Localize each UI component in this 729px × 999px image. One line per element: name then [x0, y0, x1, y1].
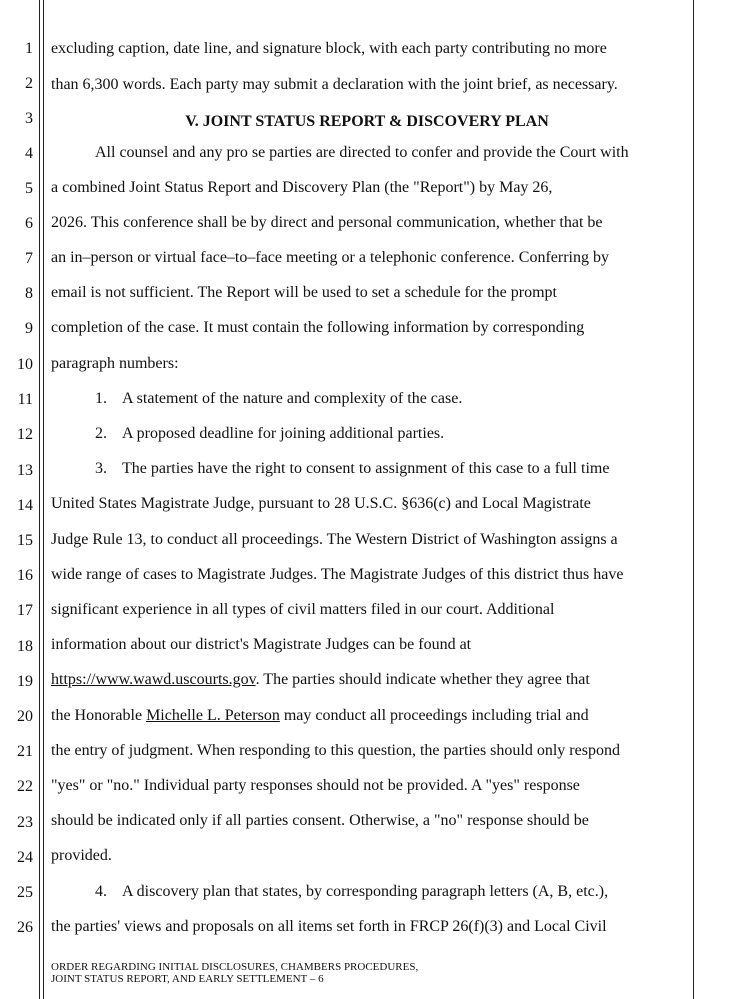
body-line: 2026. This conference shall be by direct and personal communication, whether that be [51, 214, 603, 231]
page-footer [51, 961, 418, 985]
list-item-number: 2. [95, 425, 107, 442]
list-item [95, 389, 729, 409]
list-item-number: 3. [95, 460, 107, 477]
list-item-number: 4. [95, 883, 107, 900]
line-number: 24 [17, 849, 33, 866]
body-line: Judge Rule 13, to conduct all proceedings. The Western District of Washington assigns a [51, 531, 618, 548]
list-item-number: 1. [95, 390, 107, 407]
body-line [51, 706, 691, 726]
body-line: All counsel and any pro se parties are directed to confer and provide the Court with [95, 144, 629, 161]
body-line: information about our district's Magistrate Judges can be found at [51, 636, 472, 653]
line-number: 3 [25, 110, 33, 127]
body-line: email is not sufficient. The Report will be used to set a schedule for the prompt [51, 284, 557, 301]
body-line: United States Magistrate Judge, pursuant to 28 U.S.C. §636(c) and Local Magistrate [51, 495, 591, 512]
body-text: may conduct all proceedings including trial and [279, 707, 589, 724]
body-line: "yes" or "no." Individual party responses should not be provided. A "yes" response [51, 777, 580, 794]
court-website-link[interactable]: https://www.wawd.uscourts.gov [51, 671, 256, 688]
body-line: wide range of cases to Magistrate Judges. The Magistrate Judges of this district thus have [51, 566, 624, 583]
list-item [95, 424, 729, 444]
line-number: 14 [17, 497, 33, 514]
body-line: provided. [51, 847, 112, 864]
list-item [95, 882, 729, 902]
list-item [95, 459, 729, 479]
list-item-text: A proposed deadline for joining additional parties. [122, 425, 445, 442]
line-number: 22 [17, 778, 33, 795]
line-number: 10 [17, 356, 33, 373]
body-line: than 6,300 words. Each party may submit a declaration with the joint brief, as necessary. [51, 76, 618, 93]
body-line: excluding caption, date line, and signature block, with each party contributing no more [51, 40, 607, 57]
line-number: 9 [25, 320, 33, 337]
line-number: 20 [17, 708, 33, 725]
body-line [51, 670, 691, 690]
body-line: significant experience in all types of civil matters filed in our court. Additional [51, 601, 555, 618]
line-number: 5 [25, 180, 33, 197]
line-number: 26 [17, 919, 33, 936]
body-line: completion of the case. It must contain the following information by corresponding [51, 319, 585, 336]
body-line: paragraph numbers: [51, 355, 179, 372]
line-number: 18 [17, 638, 33, 655]
line-number: 7 [25, 250, 33, 267]
list-item-text: A statement of the nature and complexity of the case. [122, 390, 463, 407]
footer-line: JOINT STATUS REPORT, AND EARLY SETTLEMENT – 6 [51, 973, 324, 985]
line-number: 6 [25, 215, 33, 232]
margin-rule-left-inner [43, 0, 44, 999]
line-number: 17 [17, 602, 33, 619]
line-number: 8 [25, 285, 33, 302]
body-line: the parties' views and proposals on all items set forth in FRCP 26(f)(3) and Local Civil [51, 918, 607, 935]
body-line: should be indicated only if all parties consent. Otherwise, a "no" response should be [51, 812, 589, 829]
line-number: 25 [17, 884, 33, 901]
line-number: 1 [25, 40, 33, 57]
line-number: 13 [17, 462, 33, 479]
line-number: 12 [17, 426, 33, 443]
list-item-text: A discovery plan that states, by corresponding paragraph letters (A, B, etc.), [122, 883, 609, 900]
margin-rule-left-outer [39, 0, 40, 999]
footer-line: ORDER REGARDING INITIAL DISCLOSURES, CHAMBERS PROCEDURES, [51, 961, 419, 973]
body-line: a combined Joint Status Report and Discovery Plan (the "Report") by May 26, [51, 179, 553, 196]
body-line: an in–person or virtual face–to–face meeting or a telephonic conference. Conferring by [51, 249, 609, 266]
section-heading: V. JOINT STATUS REPORT & DISCOVERY PLAN [185, 113, 549, 130]
line-number: 15 [17, 532, 33, 549]
body-text: the Honorable [51, 707, 147, 724]
body-text: . The parties should indicate whether they agree that [255, 671, 590, 688]
line-number: 11 [17, 391, 33, 408]
line-number: 16 [17, 567, 33, 584]
line-number: 21 [17, 743, 33, 760]
line-number: 2 [25, 75, 33, 92]
list-item-text: The parties have the right to consent to assignment of this case to a full time [122, 460, 610, 477]
line-number: 23 [17, 814, 33, 831]
judge-name: Michelle L. Peterson [146, 707, 280, 724]
line-number: 4 [25, 145, 33, 162]
line-number: 19 [17, 673, 33, 690]
body-line: the entry of judgment. When responding to this question, the parties should only respond [51, 742, 620, 759]
